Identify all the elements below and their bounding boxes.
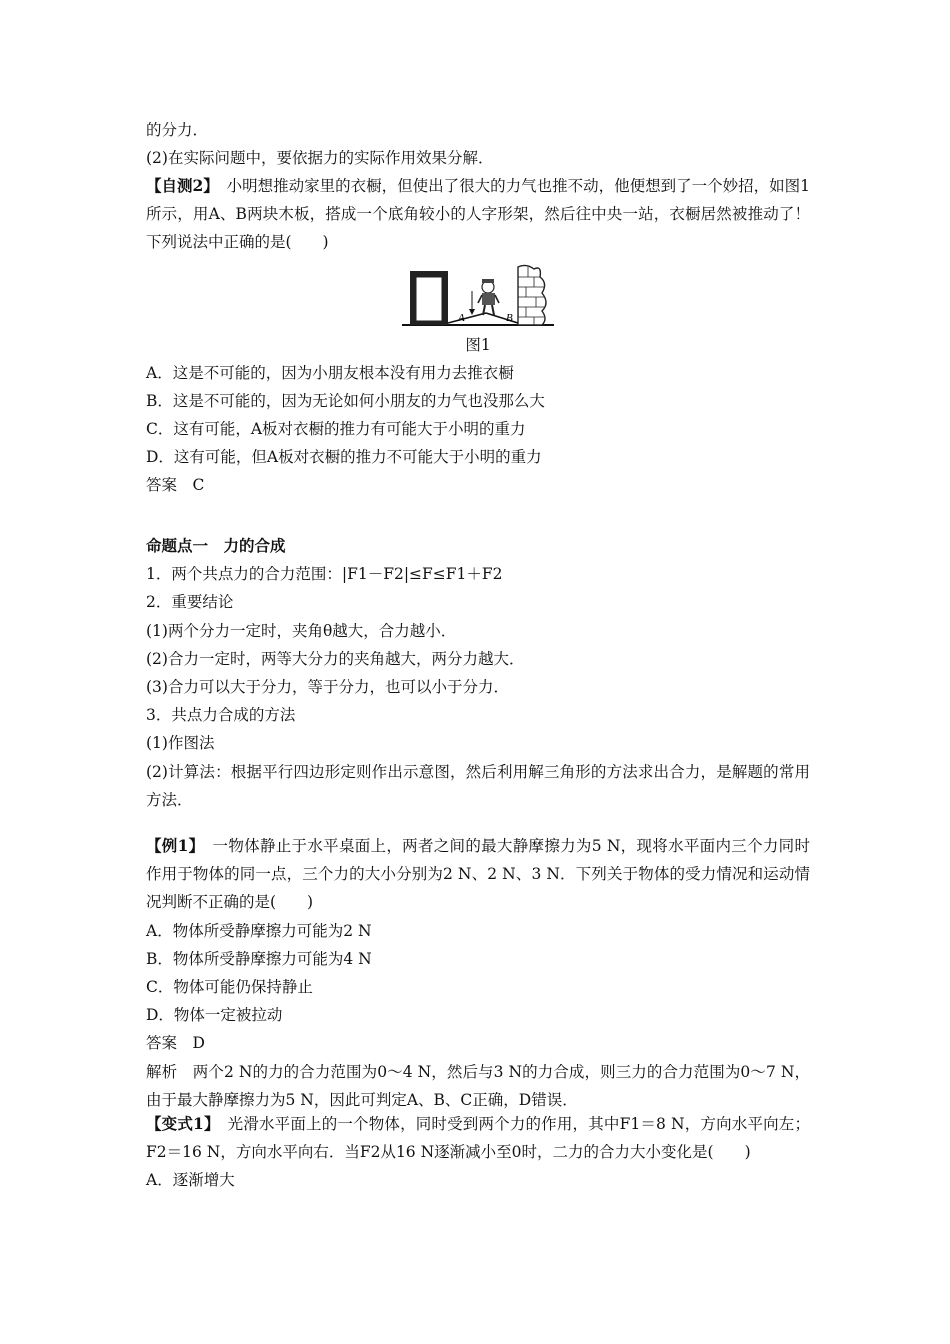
example-1-tag: 【例1】: [146, 836, 197, 855]
variant-1: [146, 1110, 810, 1195]
variant-1-option-a: A．逐渐增大: [146, 1171, 235, 1190]
intro-line-1: 的分力．: [146, 121, 209, 139]
figure-1-caption: 图1: [465, 335, 491, 354]
example-1-option-b: B．物体所受静摩擦力可能为4 N: [146, 949, 372, 968]
self-test-2-stem: [146, 172, 810, 257]
board-a-label: A: [458, 311, 465, 324]
self-test-2-option-c: C．这有可能，A板对衣橱的推力有可能大于小明的重力: [146, 420, 526, 439]
section-item-2: 2．重要结论: [146, 593, 234, 612]
example-1-option-a: A．物体所受静摩擦力可能为2 N: [146, 921, 372, 940]
variant-1-tag: 【变式1】: [146, 1114, 212, 1133]
section-item-4: (2)合力一定时，两等大分力的夹角越大，两分力越大．: [146, 649, 525, 668]
example-1-answer: 答案 D: [146, 1034, 205, 1053]
self-test-2-option-d: D．这有可能，但A板对衣橱的推力不可能大于小明的重力: [146, 448, 542, 467]
section-title: 命题点一 力的合成: [146, 536, 286, 555]
variant-1-stem: [146, 1110, 810, 1166]
example-1-analysis: 解析 两个2 N的力的合力范围为0～4 N，然后与3 N的力合成，则三力的合力范围为0～7 N，由于最大静摩擦力为5 N，因此可判定A、B、C正确，D错误．: [146, 1062, 810, 1109]
figure-1: [146, 263, 810, 359]
section-method-2: (2)计算法：根据平行四边形定则作出示意图，然后利用解三角形的方法求出合力，是解题的常用方法．: [146, 762, 810, 809]
example-1-text: 一物体静止于水平桌面上，两者之间的最大静摩擦力为5 N，现将水平面内三个力同时作用于物体的同一点，三个力的大小分别为2 N、2 N、3 N．下列关于物体的受力情况和运动情况判断不正确的是( ): [146, 837, 810, 912]
intro-block: [146, 116, 810, 172]
board-b-label: B: [506, 311, 513, 324]
self-test-2-option-a: A．这是不可能的，因为小朋友根本没有用力去推衣橱: [146, 363, 514, 382]
section-resultant-force: [146, 532, 810, 814]
self-test-2-answer: 答案 C: [146, 476, 205, 495]
self-test-2-text: 小明想推动家里的衣橱，但使出了很大的力气也推不动，他便想到了一个妙招，如图1所示，用A、B两块木板，搭成一个底角较小的人字形架，然后往中央一站，衣橱居然被推动了！下列说法中正确的是( ): [146, 177, 810, 252]
self-test-2-option-b: B．这是不可能的，因为无论如何小朋友的力气也没那么大: [146, 391, 545, 410]
intro-line-2: (2)在实际问题中，要依据力的实际作用效果分解．: [146, 149, 494, 168]
example-1-stem: [146, 832, 810, 917]
example-1-option-c: C．物体可能仍保持静止: [146, 978, 313, 997]
section-item-5: (3)合力可以大于分力，等于分力，也可以小于分力．: [146, 678, 509, 697]
self-test-2: [146, 172, 810, 500]
section-item-6: 3．共点力合成的方法: [146, 706, 296, 725]
variant-1-text: 光滑水平面上的一个物体，同时受到两个力的作用，其中F1＝8 N，方向水平向左；F2＝16 N，方向水平向右．当F2从16 N逐渐减小至0时，二力的合力大小变化是( ): [146, 1115, 810, 1162]
section-item-3: (1)两个分力一定时，夹角θ越大，合力越小．: [146, 621, 457, 640]
section-item-1: 1．两个共点力的合力范围：|F1－F2|≤F≤F1＋F2: [146, 565, 503, 584]
section-item-7: (1)作图法: [146, 734, 215, 753]
example-1-option-d: D．物体一定被拉动: [146, 1006, 283, 1025]
example-1: [146, 832, 810, 1114]
self-test-2-tag: 【自测2】: [146, 176, 212, 195]
wardrobe-boards-illustration: [402, 263, 554, 331]
